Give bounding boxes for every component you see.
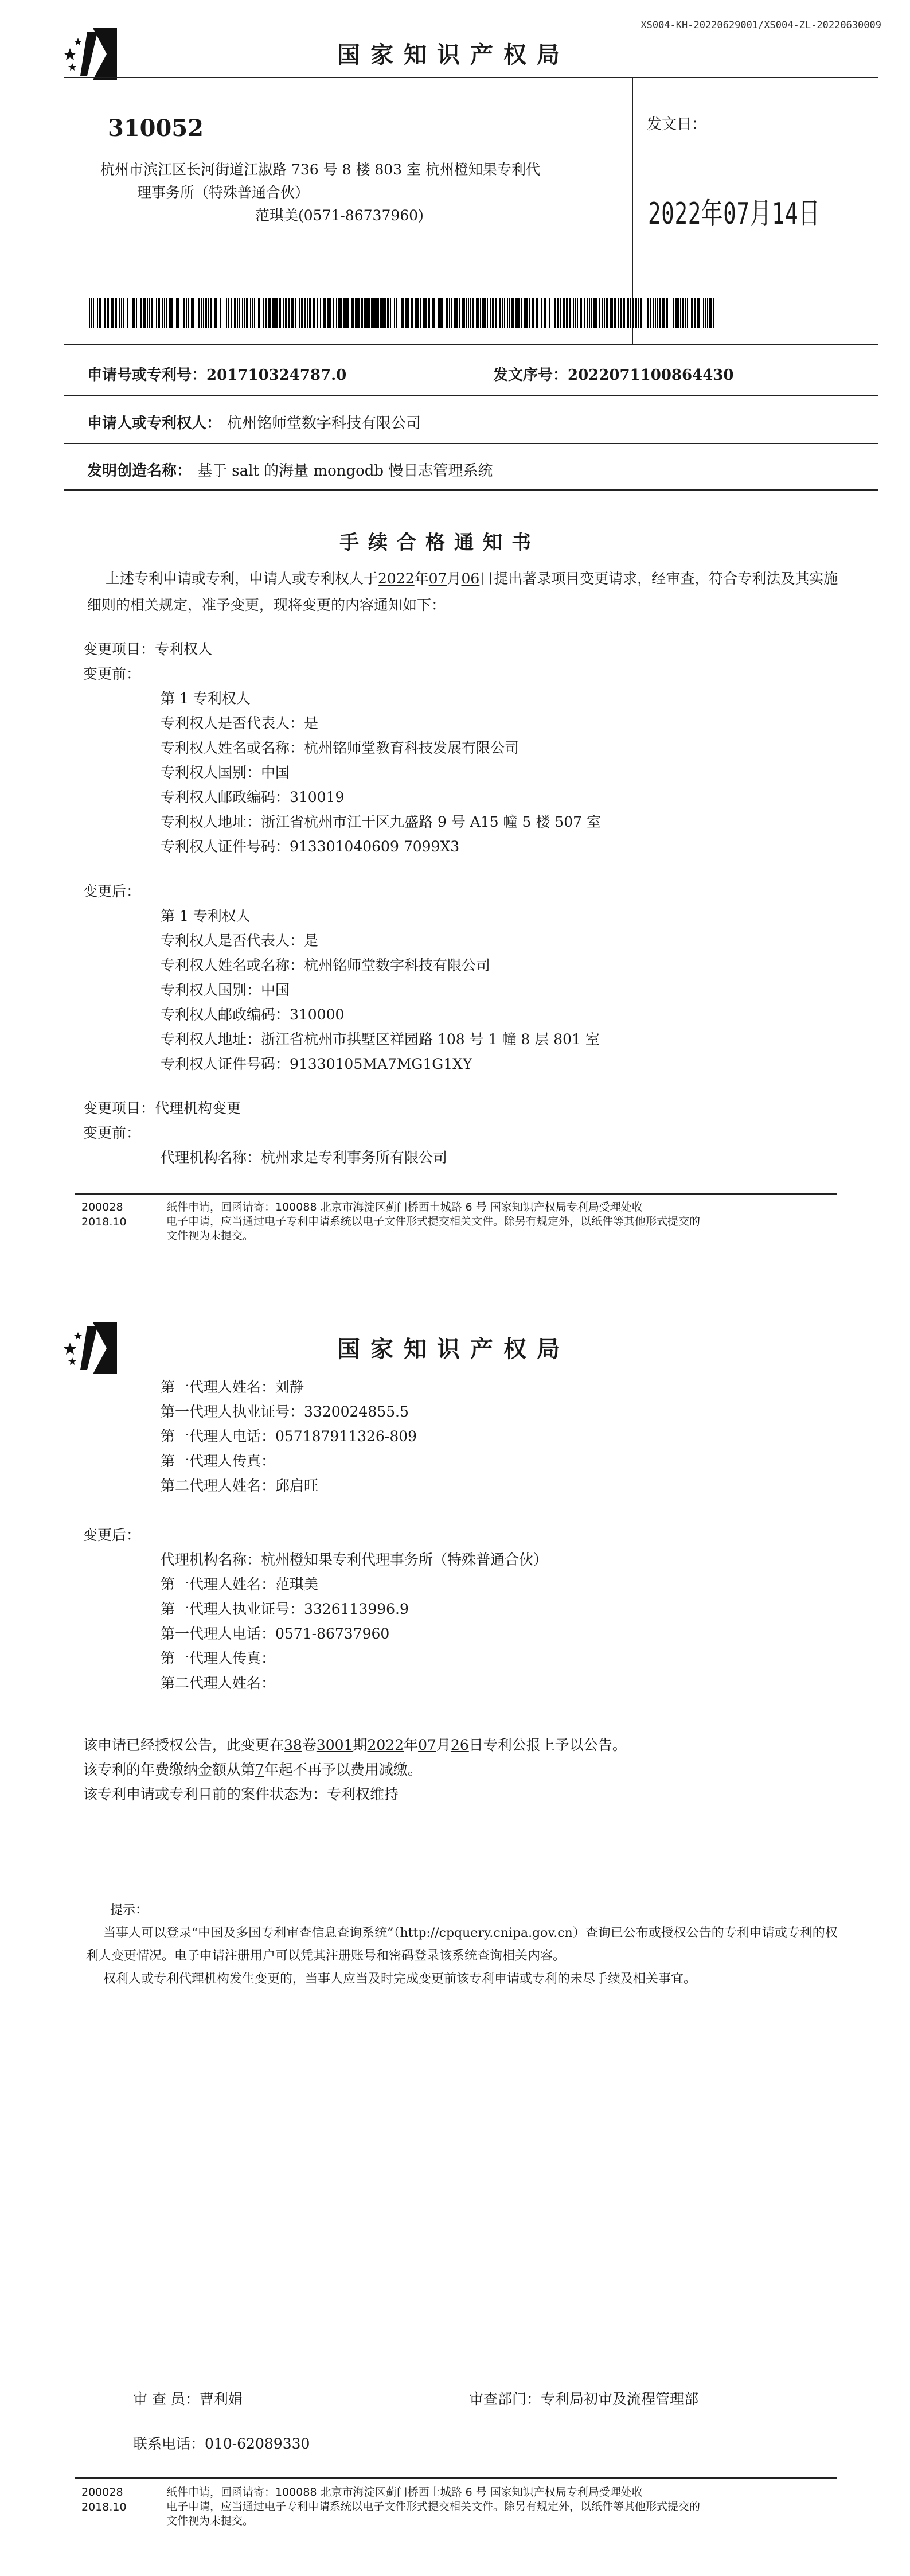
- change2-before-line-1: 代理机构名称：杭州求是专利事务所有限公司: [161, 1149, 448, 1166]
- change1-before-line-6: 专利权人地址：浙江省杭州市江干区九盛路 9 号 A15 幢 5 楼 507 室: [161, 814, 601, 830]
- change2-before-cont-line-3: 第一代理人电话：057187911326-809: [161, 1428, 417, 1445]
- barcode-right: [338, 298, 716, 328]
- cnipa-logo-icon: [64, 25, 122, 83]
- footer-version: 2018.10: [81, 1216, 127, 1228]
- footer-code: 200028: [81, 1201, 123, 1213]
- tip-2: 权利人或专利代理机构发生变更的，当事人应当及时完成变更前该专利申请或专利的未尽手续及相关事宜。: [103, 1972, 697, 1986]
- footer-text-page1: 纸件申请，回函请寄：100088 北京市海淀区蓟门桥西土城路 6 号 国家知识产权局专利局受理处收 电子申请，应当通过电子专利申请系统以电子文件形式提交相关文件。除另有规定外，以纸件等其他形式提交的 文件视为未提交。: [166, 1201, 701, 1242]
- change1-after-line-4: 专利权人国别：中国: [161, 982, 290, 998]
- intro-paragraph: 上述专利申请或专利，申请人或专利权人于2022年07月06日提出著录项目变更请求，经审查，符合专利法及其实施细则的相关规定，准予变更，现将变更的内容通知如下：: [87, 570, 838, 613]
- change1-item: 变更项目：专利权人: [83, 641, 213, 657]
- request-day: 06: [461, 570, 480, 587]
- cnipa-logo-icon: [64, 1320, 122, 1377]
- footer-version-page2: 2018.10: [81, 2501, 127, 2513]
- invention-label: 发明创造名称：: [87, 462, 192, 480]
- change2-after-list: [161, 1547, 548, 1695]
- request-year: 2022: [378, 570, 415, 587]
- change1-after-list: [161, 904, 600, 1076]
- change1-before-list: [161, 686, 601, 859]
- request-month: 07: [428, 570, 447, 587]
- change2-before-list-page1: [161, 1145, 447, 1170]
- fee-line: 该专利的年费缴纳金额从第7年起不再予以费用减缴。: [83, 1761, 422, 1778]
- footer-text-page2: 纸件申请，回函请寄：100088 北京市海淀区蓟门桥西土城路 6 号 国家知识产权局专利局受理处收 电子申请，应当通过电子专利申请系统以电子文件形式提交相关文件。除另有规定外，以纸件等其他形式提交的 文件视为未提交。: [166, 2486, 701, 2527]
- recipient-address: [100, 158, 540, 227]
- invention-row: [87, 459, 493, 480]
- application-number-row: [87, 363, 346, 384]
- change1-before-line-3: 专利权人姓名或名称：杭州铭师堂教育科技发展有限公司: [161, 740, 520, 756]
- change2-before-list-page2: [161, 1375, 417, 1498]
- postcode: 310052: [108, 115, 204, 142]
- change1-before-line-1: 第 1 专利权人: [161, 690, 251, 707]
- doc-no: 2022071100864430: [568, 367, 734, 384]
- address-line-2: 理事务所（特殊普通合伙）: [137, 184, 310, 201]
- issue-date-label: 发文日：: [647, 116, 707, 133]
- applicant-label: 申请人或专利权人：: [87, 415, 222, 432]
- change1-before-line-5: 专利权人邮政编码：310019: [161, 789, 345, 806]
- change1-after-line-3: 专利权人姓名或名称：杭州铭师堂数字科技有限公司: [161, 957, 491, 974]
- change2-before-cont-line-4: 第一代理人传真：: [161, 1453, 276, 1469]
- change2-after-line-1: 代理机构名称：杭州橙知果专利代理事务所（特殊普通合伙）: [161, 1551, 548, 1568]
- footer-code-page2: 200028: [81, 2486, 123, 2499]
- change2-before-label: 变更前：: [83, 1124, 141, 1141]
- change1-after-line-7: 专利权人证件号码：91330105MA7MG1G1XY: [161, 1056, 472, 1072]
- phone: 010-62089330: [205, 2435, 310, 2452]
- change2-before-cont-line-2: 第一代理人执业证号：3320024855.5: [161, 1403, 409, 1420]
- document-number-row: [493, 363, 733, 384]
- change2-before-cont-line-5: 第二代理人姓名：邱启旺: [161, 1477, 319, 1494]
- change1-after-line-1: 第 1 专利权人: [161, 908, 251, 924]
- change1-after-label: 变更后：: [83, 883, 141, 900]
- case-status-line: 该专利申请或专利目前的案件状态为：专利权维持: [83, 1786, 399, 1803]
- change1-before-line-7: 专利权人证件号码：913301040609 7099X3: [161, 838, 460, 855]
- app-no: 201710324787.0: [206, 367, 347, 384]
- address-line-3: 范琪美(0571-86737960): [255, 207, 424, 224]
- examiner: 曹利娟: [199, 2391, 243, 2407]
- issue-date: 2022年07月14日: [648, 197, 821, 231]
- change2-after-line-6: 第二代理人姓名：: [161, 1675, 276, 1691]
- invention-name: 基于 salt 的海量 mongodb 慢日志管理系统: [197, 462, 493, 480]
- change2-after-line-5: 第一代理人传真：: [161, 1650, 276, 1667]
- tips-label: 提示：: [110, 1903, 149, 1917]
- office-title-page2: 国家知识产权局: [337, 1336, 570, 1363]
- change1-before-line-2: 专利权人是否代表人：是: [161, 715, 319, 731]
- change2-after-line-4: 第一代理人电话：0571-86737960: [161, 1625, 390, 1642]
- app-no-label: 申请号或专利号：: [87, 367, 207, 384]
- department: 专利局初审及流程管理部: [541, 2391, 699, 2407]
- change2-after-line-2: 第一代理人姓名：范琪美: [161, 1576, 319, 1593]
- change1-after-line-2: 专利权人是否代表人：是: [161, 932, 319, 949]
- phone-row: 联系电话：010-62089330: [133, 2435, 310, 2452]
- applicant: 杭州铭师堂数字科技有限公司: [227, 415, 421, 432]
- examiner-row: 审 查 员：曹利娟: [133, 2391, 243, 2407]
- doc-no-label: 发文序号：: [493, 367, 568, 384]
- change2-item: 变更项目：代理机构变更: [83, 1100, 241, 1116]
- change1-after-line-5: 专利权人邮政编码：310000: [161, 1006, 345, 1023]
- address-line-1: 杭州市滨江区长河街道江淑路 736 号 8 楼 803 室 杭州橙知果专利代: [100, 161, 540, 178]
- office-title: 国家知识产权局: [337, 42, 570, 68]
- change1-before-line-4: 专利权人国别：中国: [161, 764, 290, 781]
- notice-title: 手续合格通知书: [339, 531, 540, 554]
- tip-1: 当事人可以登录“中国及多国专利审查信息查询系统”（http://cpquery.cnipa.gov.cn）查询已公布或授权公告的专利申请或专利的权利人变更情况。电子申请注册用户可以凭其注册账号和密码登录该系统查询相关内容。: [86, 1926, 838, 1963]
- change2-after-line-3: 第一代理人执业证号：3326113996.9: [161, 1601, 409, 1617]
- change1-before-label: 变更前：: [83, 666, 141, 682]
- department-row: 审查部门：专利局初审及流程管理部: [469, 2391, 699, 2407]
- announcement-line: 该申请已经授权公告，此变更在38卷3001期2022年07月26日专利公报上予以公告。: [83, 1737, 627, 1753]
- change2-before-cont-line-1: 第一代理人姓名：刘静: [161, 1379, 304, 1395]
- change2-after-label: 变更后：: [83, 1527, 141, 1543]
- applicant-row: [87, 411, 421, 433]
- document-serial-number: XS004-KH-20220629001/XS004-ZL-20220630009: [640, 20, 881, 31]
- change1-after-line-6: 专利权人地址：浙江省杭州市拱墅区祥园路 108 号 1 幢 8 层 801 室: [161, 1031, 600, 1048]
